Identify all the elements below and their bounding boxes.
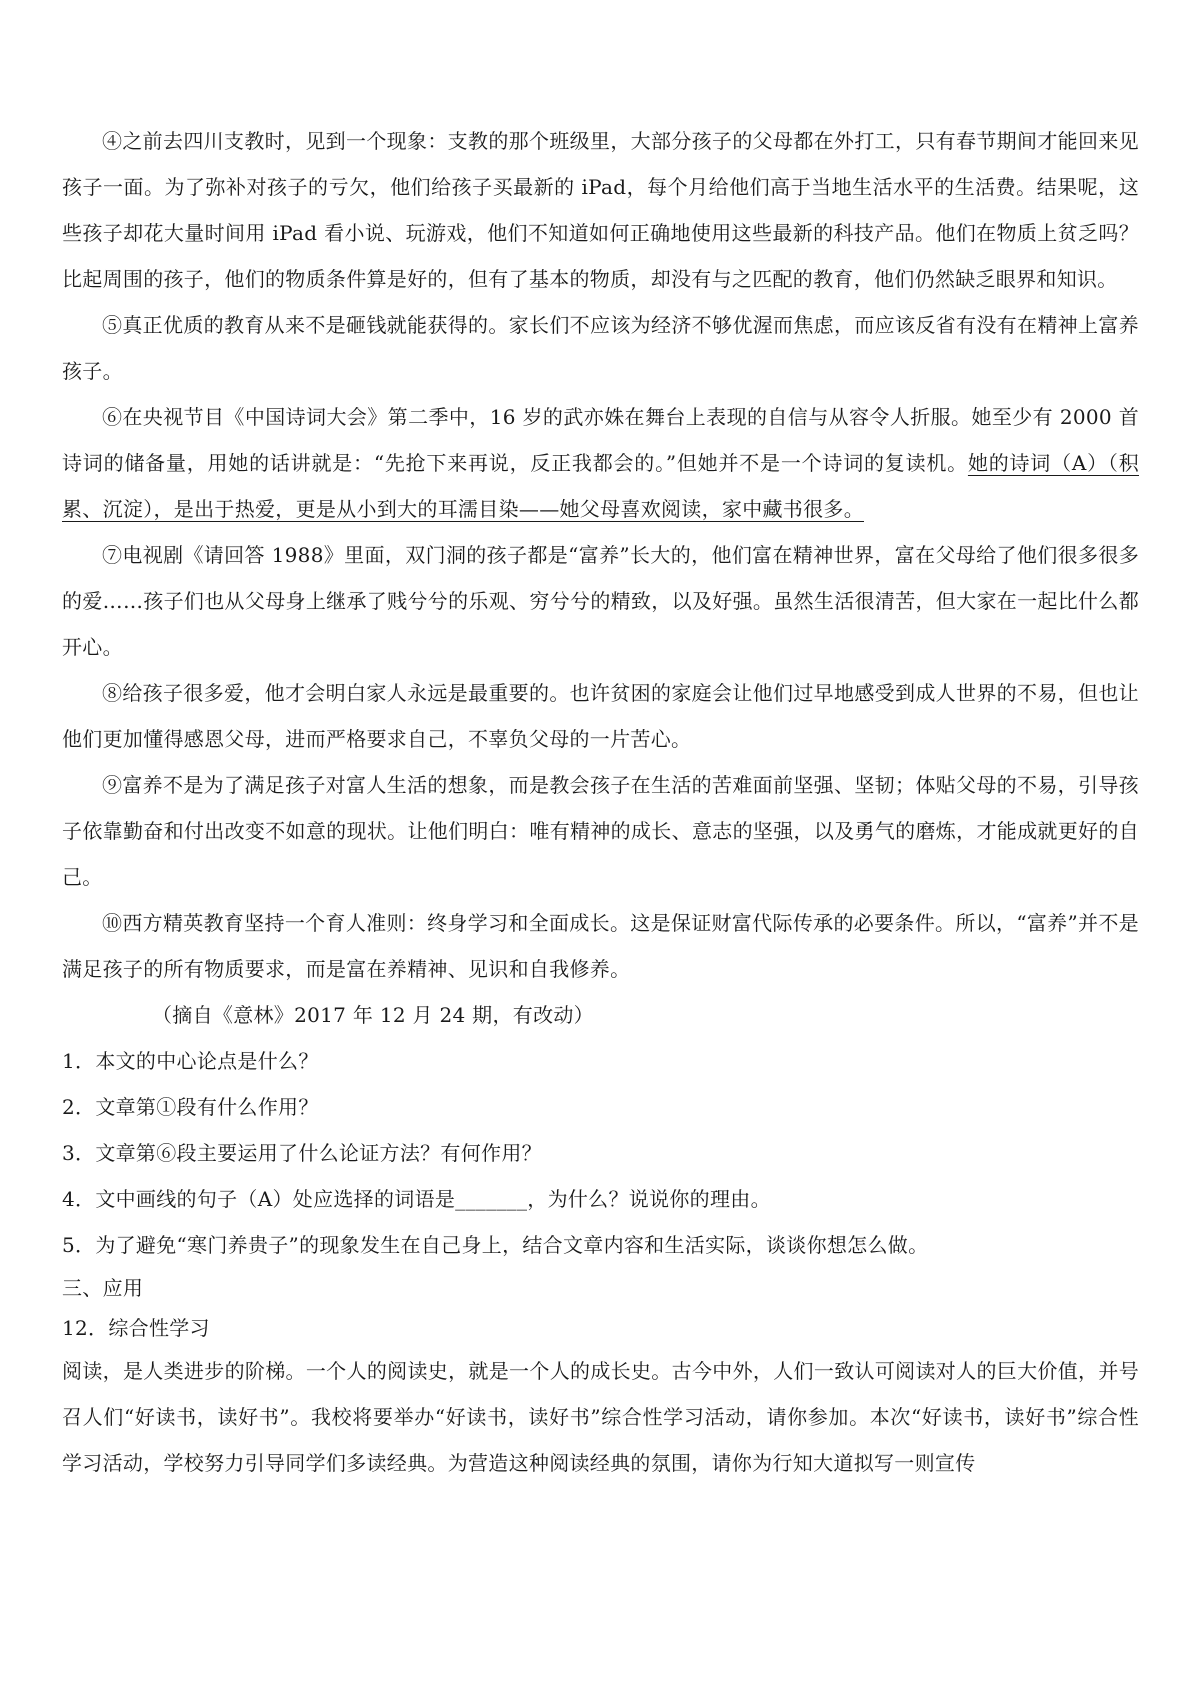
question-12-title: 12．综合性学习 (62, 1316, 210, 1340)
paragraph-6-text: ⑥在央视节目《中国诗词大会》第二季中，16 岁的武亦姝在舞台上表现的自信与从容令人折服。她至少有 2000 首诗词的储备量，用她的话讲就是：“先抢下来再说，反正我都会的。”但她并不是一个诗词的复读机。 (62, 405, 1139, 475)
source-citation: （摘自《意林》2017 年 12 月 24 期，有改动） (152, 1003, 594, 1027)
paragraph-10: ⑩西方精英教育坚持一个育人准则：终身学习和全面成长。这是保证财富代际传承的必要条件。所以，“富养”并不是满足孩子的所有物质要求，而是富在养精神、见识和自我修养。 (62, 911, 1139, 981)
question-4: 4．文中画线的句子（A）处应选择的词语是_______，为什么？说说你的理由。 (62, 1187, 771, 1211)
paragraph-9: ⑨富养不是为了满足孩子对富人生活的想象，而是教会孩子在生活的苦难面前坚强、坚韧；体贴父母的不易，引导孩子依靠勤奋和付出改变不如意的现状。让他们明白：唯有精神的成长、意志的坚强，以及勇气的磨炼，才能成就更好的自己。 (62, 773, 1139, 889)
question-12-text: 阅读，是人类进步的阶梯。一个人的阅读史，就是一个人的成长史。古今中外，人们一致认可阅读对人的巨大价值，并号召人们“好读书，读好书”。我校将要举办“好读书，读好书”综合性学习活动，请你参加。本次“好读书，读好书”综合性学习活动，学校努力引导同学们多读经典。为营造这种阅读经典的氛围，请你为行知大道拟写一则宣传 (62, 1359, 1139, 1475)
question-1: 1．本文的中心论点是什么？ (62, 1049, 319, 1073)
document-page (62, 118, 1139, 1486)
paragraph-6 (62, 394, 1139, 532)
underlined-sentence-a: 她的诗词（A）（积累、沉淀），是出于热爱，更是从小到大的耳濡目染——她父母喜欢阅读，家中藏书很多。 (62, 451, 1139, 521)
section-title: 三、应用 (62, 1276, 144, 1300)
paragraph-8: ⑧给孩子很多爱，他才会明白家人永远是最重要的。也许贫困的家庭会让他们过早地感受到成人世界的不易，但也让他们更加懂得感恩父母，进而严格要求自己，不辜负父母的一片苦心。 (62, 681, 1139, 751)
question-5: 5．为了避免“寒门养贵子”的现象发生在自己身上，结合文章内容和生活实际，谈谈你想怎么做。 (62, 1233, 929, 1257)
paragraph-4: ④之前去四川支教时，见到一个现象：支教的那个班级里，大部分孩子的父母都在外打工，只有春节期间才能回来见孩子一面。为了弥补对孩子的亏欠，他们给孩子买最新的 iPad，每个月给他们高于当地生活水平的生活费。结果呢，这些孩子却花大量时间用 iPad 看小说、玩游戏，他们不知道如何正确地使用这些最新的科技产品。他们在物质上贫乏吗？比起周围的孩子，他们的物质条件算是好的，但有了基本的物质，却没有与之匹配的教育，他们仍然缺乏眼界和知识。 (62, 129, 1139, 291)
paragraph-7: ⑦电视剧《请回答 1988》里面，双门洞的孩子都是“富养”长大的，他们富在精神世界，富在父母给了他们很多很多的爱……孩子们也从父母身上继承了贱兮兮的乐观、穷兮兮的精致，以及好强。虽然生活很清苦，但大家在一起比什么都开心。 (62, 543, 1139, 659)
paragraph-5: ⑤真正优质的教育从来不是砸钱就能获得的。家长们不应该为经济不够优渥而焦虑，而应该反省有没有在精神上富养孩子。 (62, 313, 1139, 383)
question-2: 2．文章第①段有什么作用？ (62, 1095, 319, 1119)
question-3: 3．文章第⑥段主要运用了什么论证方法？有何作用？ (62, 1141, 542, 1165)
